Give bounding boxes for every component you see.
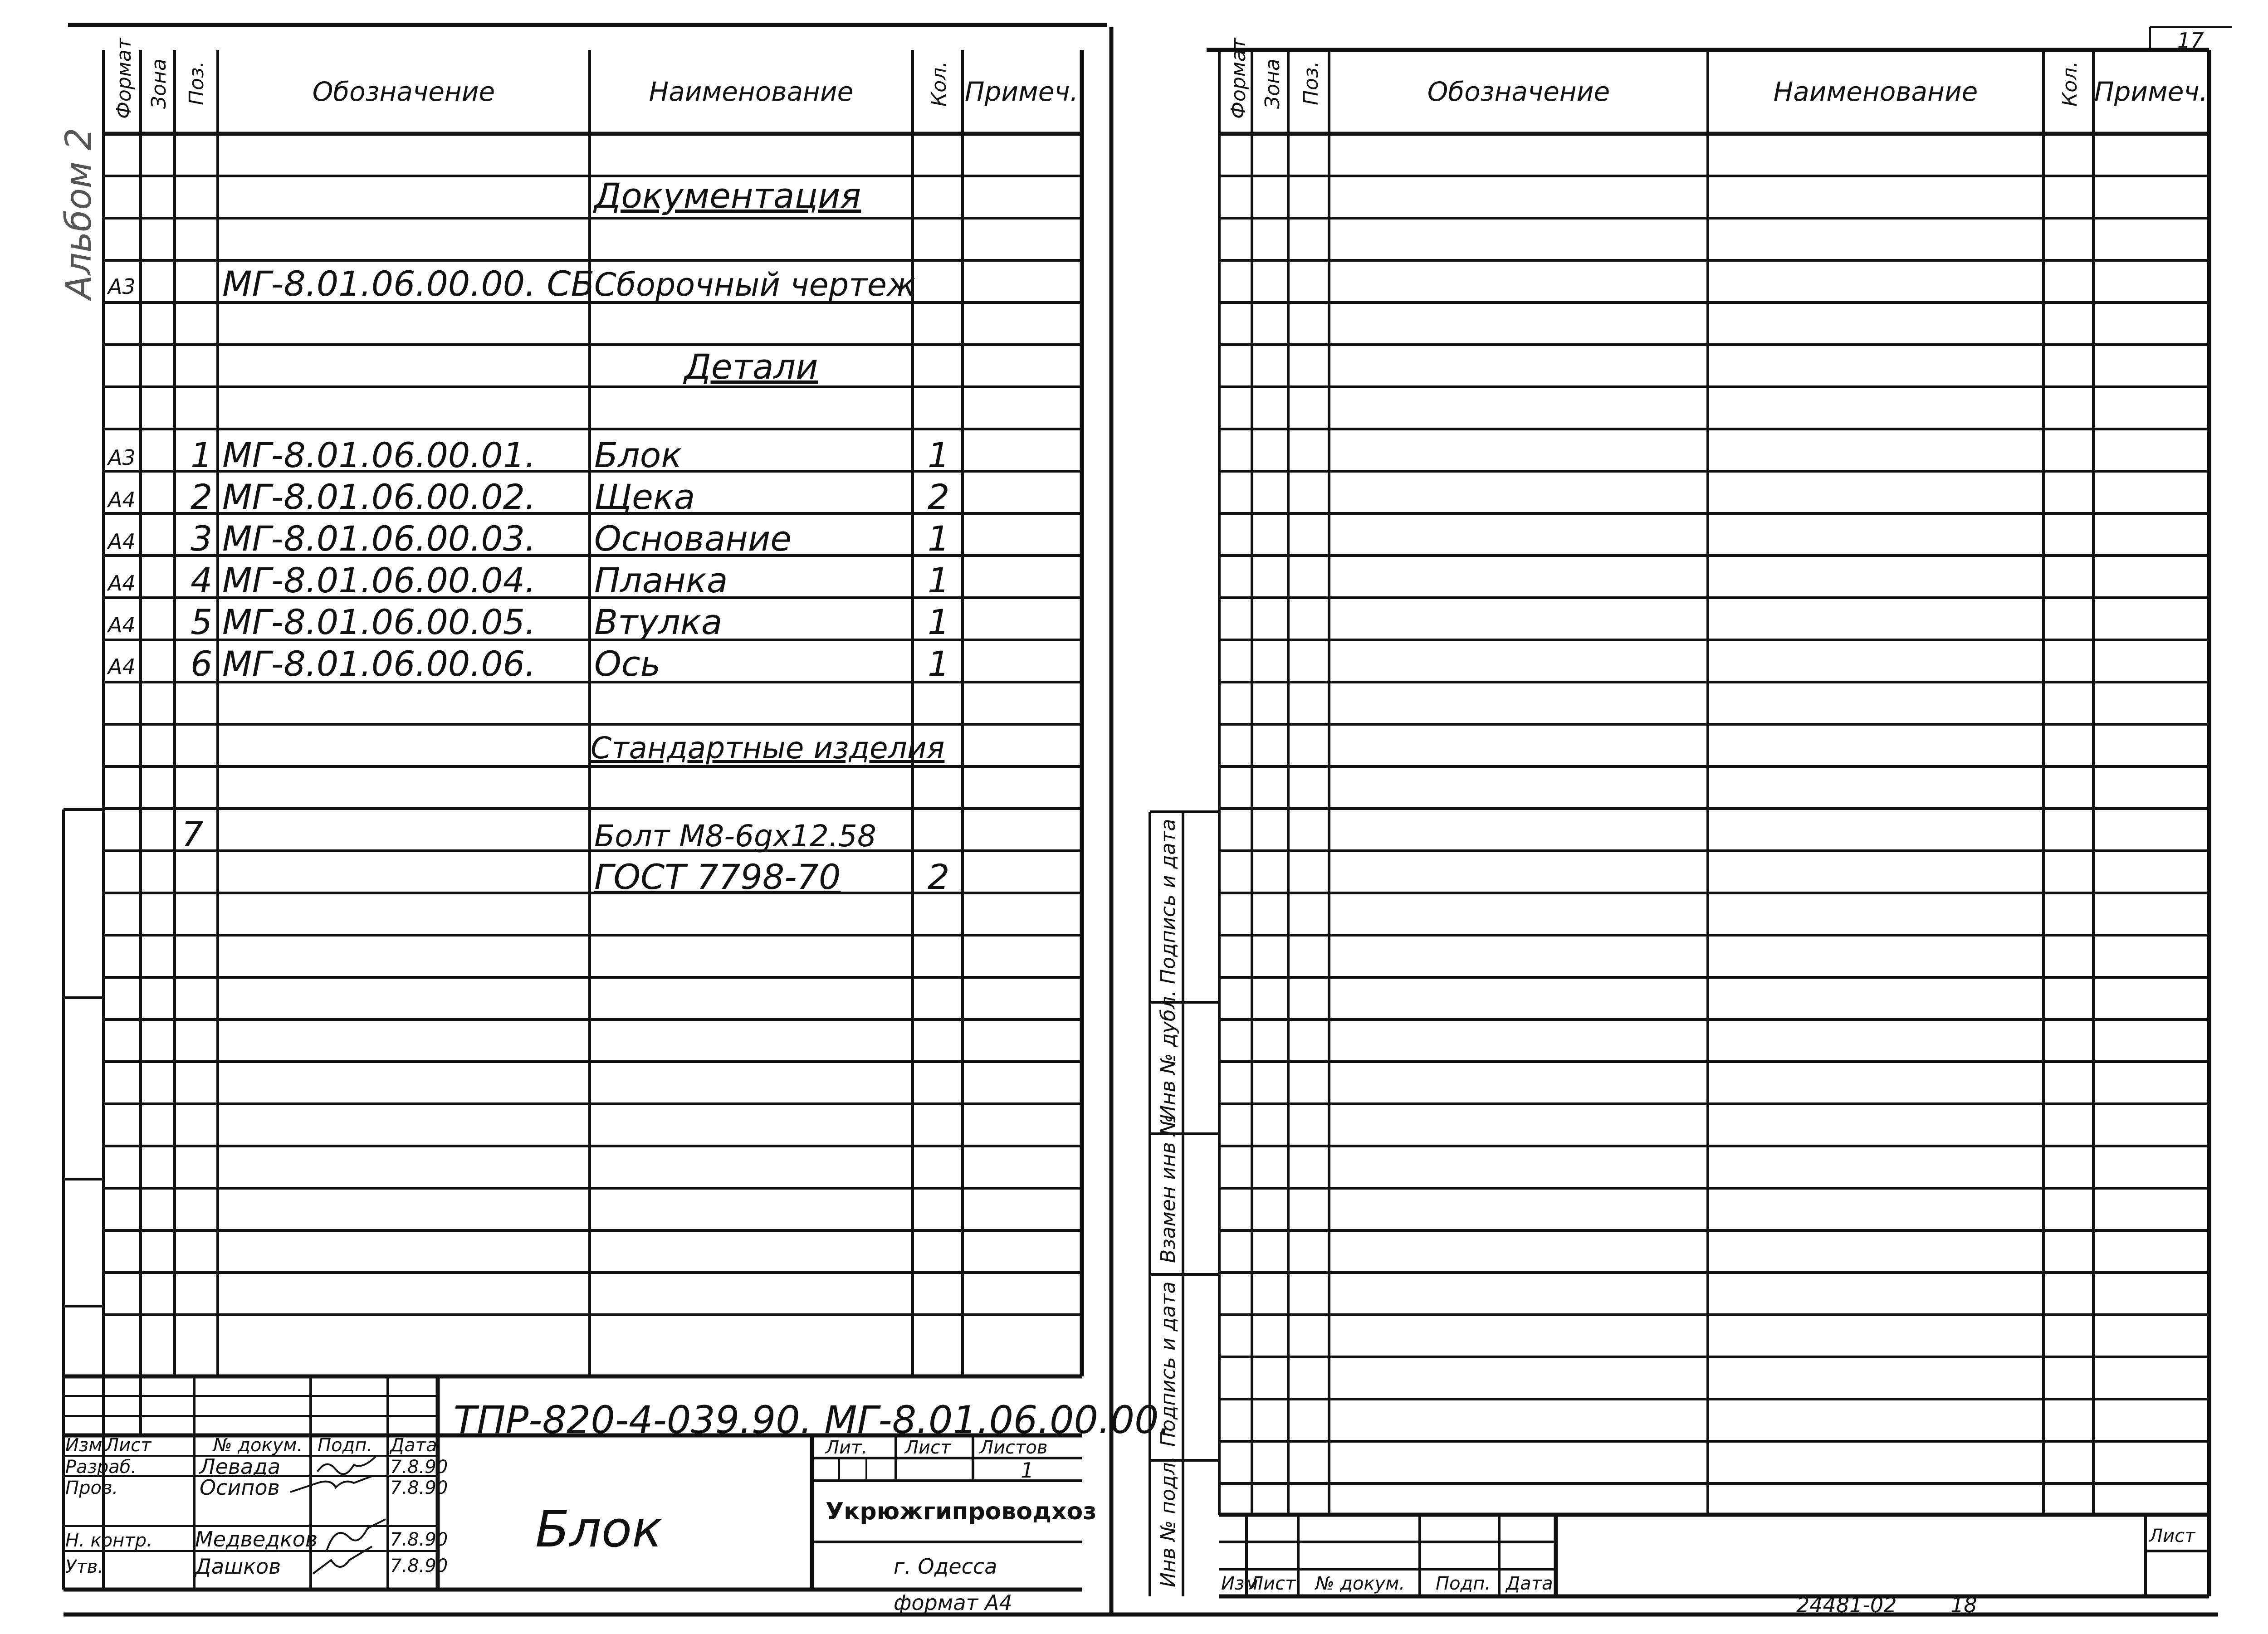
- stamp-podp-data-2: Подпись и дата: [1157, 1281, 1180, 1447]
- row-format: А3: [108, 274, 136, 299]
- signature-nkontr: [327, 1519, 386, 1551]
- hdr-designation: Обозначение: [312, 76, 495, 107]
- spec-row: [107, 263, 915, 304]
- row-name: Болт М8-6gх12.58: [594, 819, 876, 854]
- hdr-format: Формат: [112, 38, 136, 119]
- row-format: А3: [108, 445, 136, 470]
- spec-row: [591, 731, 944, 766]
- hdr-qty: Кол.: [928, 61, 951, 107]
- hdr-pos: Поз.: [185, 61, 208, 105]
- row-designation: МГ-8.01.06.00.04.: [222, 560, 536, 600]
- hdr-name: Наименование: [649, 76, 854, 107]
- row-pos: 4: [191, 560, 213, 600]
- row-qty: 1: [928, 644, 950, 684]
- hdr-zone: Зона: [147, 59, 171, 109]
- org-name: Укрюжгипроводхоз: [826, 1498, 1097, 1525]
- spec-row: [107, 518, 949, 559]
- right-col-list: Лист: [1250, 1573, 1296, 1594]
- row-pos: 6: [191, 644, 213, 684]
- stamp-vzam-inv: Взамен инв №: [1157, 1115, 1180, 1263]
- spec-row: [593, 176, 861, 216]
- spec-row: [107, 602, 949, 642]
- left-table-header: [112, 37, 1078, 119]
- format-label: формат А4: [894, 1590, 1012, 1615]
- hdr-format: Формат: [1227, 38, 1250, 119]
- right-col-data: Дата: [1506, 1573, 1553, 1594]
- hdr-note: Примеч.: [2094, 76, 2208, 107]
- row-designation: МГ-8.01.06.00.05.: [222, 602, 536, 642]
- row-name: Блок: [594, 435, 682, 475]
- stamp-inv-podl: Инв № подл.: [1157, 1456, 1180, 1587]
- row-designation: МГ-8.01.06.00.01.: [222, 435, 536, 475]
- col-izm: Изм: [65, 1435, 103, 1456]
- row-name: ГОСТ 7798-70: [594, 857, 841, 897]
- page-number: 17: [2177, 28, 2204, 53]
- col-ndok: № докум.: [213, 1435, 303, 1456]
- archive-number: 24481-02: [1796, 1593, 1897, 1617]
- spec-row: [181, 814, 876, 854]
- row-name: Планка: [594, 560, 728, 600]
- row-format: А4: [108, 529, 136, 554]
- role-razrab: Разраб.: [65, 1457, 137, 1478]
- row-pos: 7: [181, 814, 204, 854]
- org-city: г. Одесса: [894, 1554, 997, 1579]
- role-utv: Утв.: [65, 1556, 103, 1577]
- section-standard-items: Стандартные изделия: [591, 731, 945, 766]
- signature-razrab: [318, 1456, 376, 1474]
- spec-row: [107, 435, 949, 475]
- date-utv: 7.8.90: [390, 1556, 448, 1576]
- col-podp: Подп.: [318, 1435, 373, 1456]
- spec-row: [107, 477, 949, 517]
- row-qty: 1: [928, 560, 950, 600]
- right-col-izm: Изм: [1221, 1573, 1258, 1594]
- role-nkontr: Н. контр.: [65, 1530, 152, 1551]
- section-documentation: Документация: [594, 176, 861, 216]
- name-razrab: Левада: [200, 1454, 281, 1479]
- signature-prov: [290, 1476, 372, 1492]
- hdr-qty: Кол.: [2058, 61, 2082, 107]
- section-details: Детали: [684, 346, 818, 387]
- row-qty: 1: [928, 435, 950, 475]
- spec-row: [683, 346, 818, 387]
- hdr-designation: Обозначение: [1427, 76, 1610, 107]
- row-name: Основание: [594, 518, 792, 559]
- row-designation: МГ-8.01.06.00.06.: [222, 644, 536, 684]
- hdr-name: Наименование: [1773, 76, 1978, 107]
- right-col-ndok: № докум.: [1315, 1573, 1405, 1594]
- row-name: Сборочный чертеж: [594, 266, 916, 303]
- row-qty: 1: [928, 518, 950, 559]
- row-format: А4: [108, 613, 136, 637]
- row-pos: 3: [191, 518, 213, 559]
- name-utv: Дашков: [195, 1554, 281, 1579]
- stamp-inv-dubl: Инв № дубл.: [1157, 990, 1180, 1120]
- sheets-value: 1: [1021, 1458, 1034, 1483]
- col-list: Лист: [105, 1435, 152, 1456]
- row-pos: 1: [191, 435, 213, 475]
- row-designation: МГ-8.01.06.00.00. СБ: [222, 263, 595, 304]
- name-nkontr: Медведков: [195, 1527, 318, 1551]
- row-name: Щека: [594, 477, 695, 517]
- spec-row: [594, 857, 949, 897]
- stamp-podp-data: Подпись и дата: [1157, 819, 1180, 984]
- lit-label: Лит.: [826, 1437, 868, 1458]
- doc-number: ТПР-820-4-039.90. МГ-8.01.06.00.00.: [454, 1398, 1171, 1442]
- row-designation: МГ-8.01.06.00.02.: [222, 477, 536, 517]
- row-format: А4: [108, 488, 136, 512]
- role-prov: Пров.: [65, 1478, 118, 1498]
- spec-row: [107, 560, 949, 600]
- row-pos: 2: [191, 477, 213, 517]
- date-prov: 7.8.90: [390, 1478, 448, 1498]
- hdr-note: Примеч.: [964, 76, 1079, 107]
- row-name: Ось: [594, 644, 661, 684]
- row-qty: 1: [928, 602, 950, 642]
- row-pos: 5: [191, 602, 213, 642]
- album-mark: Альбом 2: [59, 127, 99, 299]
- row-qty: 2: [928, 477, 950, 517]
- spec-row: [107, 644, 949, 684]
- row-format: А4: [108, 571, 136, 595]
- row-name: Втулка: [594, 602, 723, 642]
- right-col-podp: Подп.: [1436, 1573, 1491, 1594]
- name-prov: Осипов: [200, 1475, 280, 1500]
- right-list-label: Лист: [2149, 1526, 2195, 1546]
- sheet-label: Лист: [905, 1437, 951, 1458]
- hdr-zone: Зона: [1261, 59, 1284, 109]
- date-nkontr: 7.8.90: [390, 1529, 448, 1550]
- row-format: А4: [108, 654, 136, 679]
- row-designation: МГ-8.01.06.00.03.: [222, 518, 536, 559]
- sheets-label: Листов: [980, 1437, 1048, 1458]
- col-data: Дата: [390, 1435, 437, 1456]
- date-razrab: 7.8.90: [390, 1457, 448, 1478]
- doc-title: Блок: [535, 1500, 662, 1558]
- hdr-pos: Поз.: [1300, 61, 1323, 105]
- row-qty: 2: [928, 857, 950, 897]
- archive-page: 18: [1950, 1593, 1977, 1617]
